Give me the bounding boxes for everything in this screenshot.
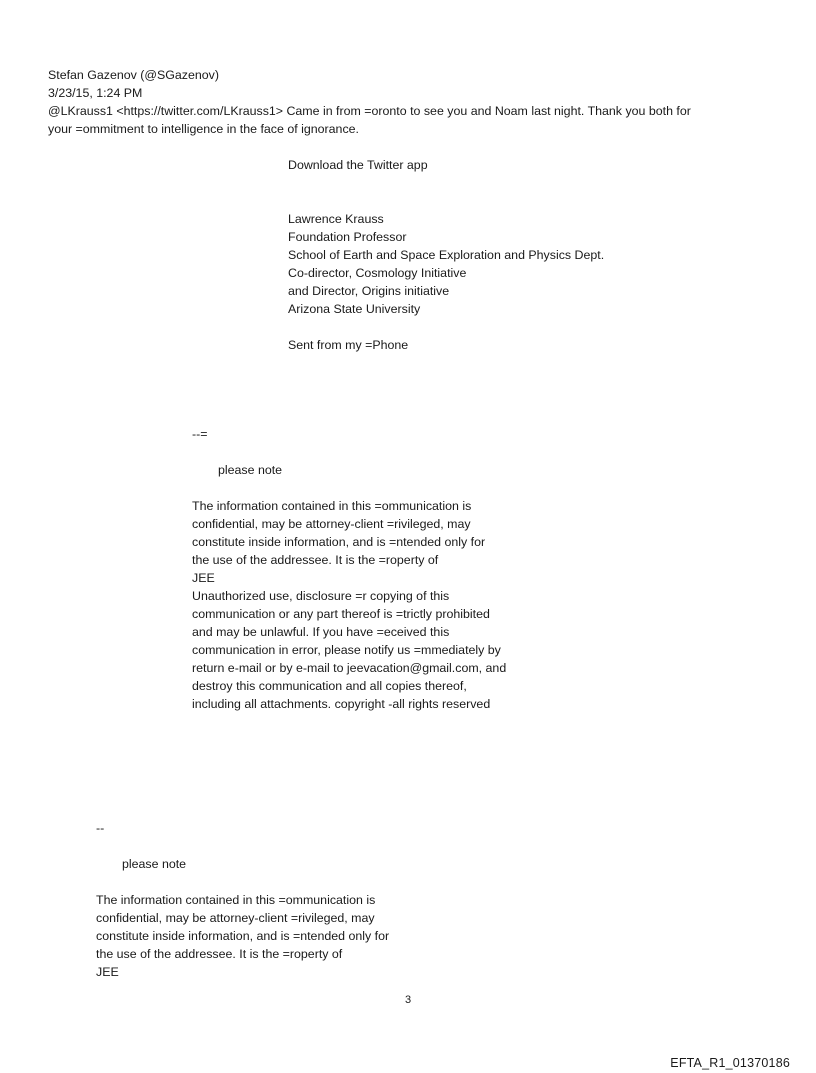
- note-text: please note: [218, 463, 283, 477]
- signature-line: Foundation Professor: [288, 230, 407, 244]
- disclaimer-line: The information contained in this =ommunication is: [96, 893, 376, 907]
- separator-text: --: [96, 821, 105, 835]
- sent-from-text: [288, 336, 408, 354]
- disclaimer-line: JEE: [192, 571, 215, 585]
- signature-line: and Director, Origins initiative: [288, 284, 450, 298]
- signature-line: Co-director, Cosmology Initiative: [288, 266, 467, 280]
- document-id: EFTA_R1_01370186: [670, 1056, 790, 1070]
- disclaimer-line: Unauthorized use, disclosure =r copying of this: [192, 589, 450, 603]
- disclaimer-line: constitute inside information, and is =ntended only for: [192, 535, 486, 549]
- disclaimer-line: confidential, may be attorney-client =rivileged, may: [192, 517, 471, 531]
- disclaimer-line: The information contained in this =ommunication is: [192, 499, 472, 513]
- tweet-line-1: @LKrauss1 <https://twitter.com/LKrauss1> Came in from =oronto to see you and Noam last night. Thank you both for: [48, 104, 691, 118]
- disclaimer-1-separator: [192, 425, 208, 443]
- disclaimer-line: confidential, may be attorney-client =rivileged, may: [96, 911, 375, 925]
- disclaimer-2-separator: [96, 819, 104, 837]
- disclaimer-line: JEE: [96, 965, 119, 979]
- tweet-line-2: your =ommitment to intelligence in the face of ignorance.: [48, 122, 359, 136]
- disclaimer-line: constitute inside information, and is =ntended only for: [96, 929, 390, 943]
- disclaimer-line: destroy this communication and all copies thereof,: [192, 679, 467, 693]
- datetime-line: 3/23/15, 1:24 PM: [48, 86, 143, 100]
- disclaimer-line: the use of the addressee. It is the =roperty of: [96, 947, 343, 961]
- disclaimer-line: the use of the addressee. It is the =roperty of: [192, 553, 439, 567]
- disclaimer-line: and may be unlawful. If you have =eceived this: [192, 625, 450, 639]
- disclaimer-1-note: [218, 461, 282, 479]
- disclaimer-2-note: [122, 855, 186, 873]
- disclaimer-line: return e-mail or by e-mail to jeevacation@gmail.com, and: [192, 661, 507, 675]
- signature-block: [288, 210, 604, 318]
- separator-text: --=: [192, 427, 208, 441]
- sent-from-line: Sent from my =Phone: [288, 338, 409, 352]
- disclaimer-line: communication in error, please notify us =mmediately by: [192, 643, 501, 657]
- twitter-app-text: [288, 156, 428, 174]
- page-number: 3: [404, 994, 412, 1006]
- email-header: [48, 66, 778, 138]
- signature-line: Lawrence Krauss: [288, 212, 384, 226]
- note-text: please note: [122, 857, 187, 871]
- disclaimer-line: communication or any part thereof is =trictly prohibited: [192, 607, 490, 621]
- disclaimer-1-body: [192, 497, 506, 713]
- twitter-app-line: Download the Twitter app: [288, 158, 428, 172]
- sender-line: Stefan Gazenov (@SGazenov): [48, 68, 219, 82]
- disclaimer-2-body: [96, 891, 389, 981]
- disclaimer-line: including all attachments. copyright -all rights reserved: [192, 697, 491, 711]
- signature-line: Arizona State University: [288, 302, 421, 316]
- signature-line: School of Earth and Space Exploration and Physics Dept.: [288, 248, 605, 262]
